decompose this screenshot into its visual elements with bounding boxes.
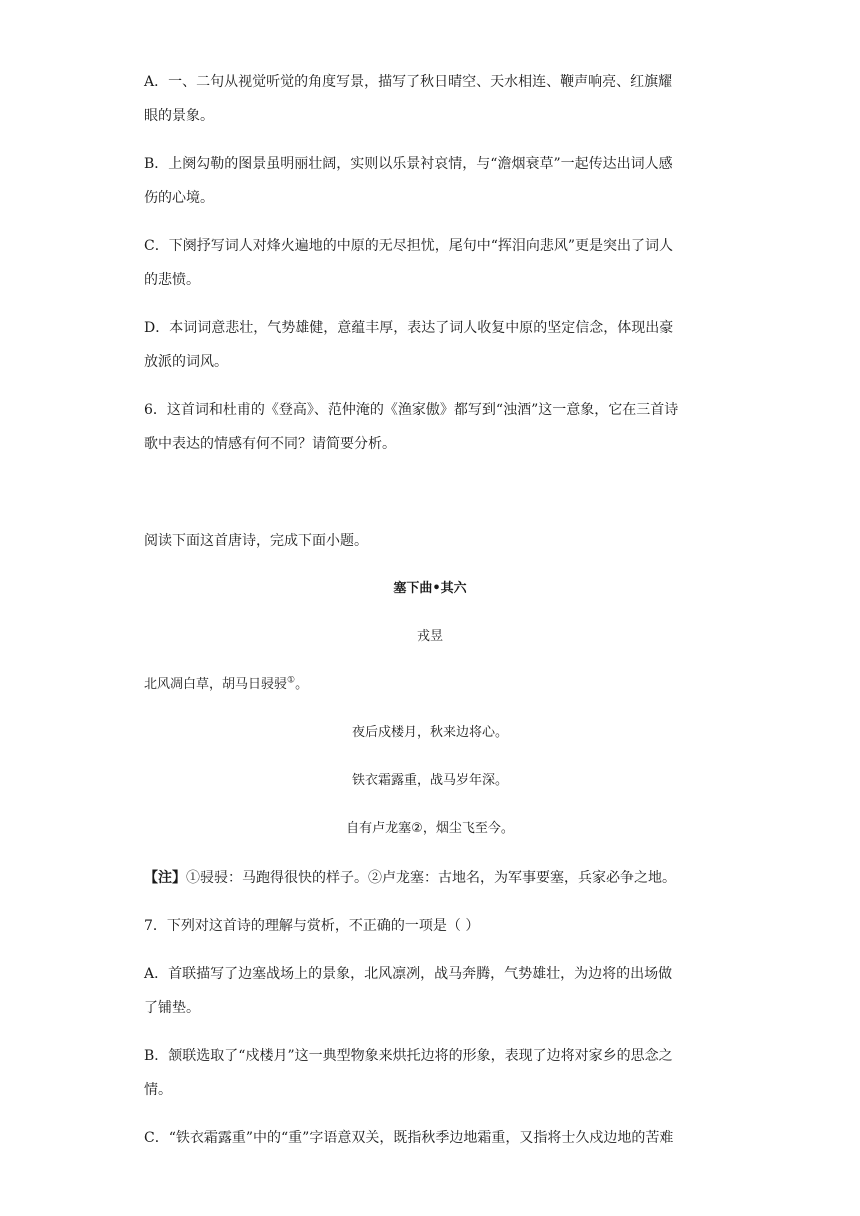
poem-title: 塞下曲•其六 — [393, 581, 467, 596]
poem-line-3: 铁衣霜露重，战马岁年深。 — [351, 773, 508, 788]
q5-option-a-line1: A．一、二句从视觉听觉的角度写景，描写了秋日晴空、天水相连、鞭声响亮、红旗耀 — [144, 74, 673, 90]
q7-option-a-line2: 了铺垫。 — [144, 1000, 200, 1016]
q7-option-a-line1: A．首联描写了边塞战场上的景象，北风凛冽，战马奔腾，气势雄壮，为边将的出场做 — [144, 966, 673, 982]
question-6-line2: 歌中表达的情感有何不同？请简要分析。 — [144, 436, 396, 452]
footnote-label: 【注】 — [144, 870, 186, 886]
q7-option-b-line1: B．颔联选取了“戍楼月”这一典型物象来烘托边将的形象，表现了边将对家乡的思念之 — [144, 1048, 673, 1064]
poem-line-4: 自有卢龙塞②，烟尘飞至今。 — [346, 821, 514, 836]
question-6-line1: 6．这首词和杜甫的《登高》、范仲淹的《渔家傲》都写到“浊酒”这一意象，它在三首诗 — [144, 402, 679, 418]
q5-option-d-line2: 放派的词风。 — [144, 354, 228, 370]
q7-option-b-line2: 情。 — [144, 1082, 172, 1098]
footnote-text: ①骎骎：马跑得很快的样子。②卢龙塞：古地名，为军事要塞，兵家必争之地。 — [186, 870, 676, 886]
question-7-stem: 7．下列对这首诗的理解与赏析，不正确的一项是（ ） — [144, 918, 480, 934]
q5-option-b-line1: B．上阕勾勒的图景虽明丽壮阔，实则以乐景衬哀情，与“澹烟衰草”一起传达出词人感 — [144, 156, 673, 172]
q5-option-c-line2: 的悲愤。 — [144, 272, 200, 288]
q7-option-c-line1: C．“铁衣霜露重”中的“重”字语意双关，既指秋季边地霜重，又指将士久戍边地的苦难 — [144, 1130, 674, 1146]
poem-line-1-text: 北风凋白草，胡马日骎骎 — [144, 677, 288, 692]
poem-footnote — [144, 867, 676, 889]
poem-author: 戎昱 — [416, 629, 443, 644]
q5-option-c-line1: C．下阕抒写词人对烽火遍地的中原的无尽担忧，尾句中“挥泪向悲风”更是突出了词人 — [144, 238, 674, 254]
poem-line-1-end: 。 — [295, 677, 309, 692]
poem-note-marker-1: ① — [287, 675, 296, 686]
q5-option-d-line1: D．本词词意悲壮，气势雄健，意蕴丰厚，表达了词人收复中原的坚定信念，体现出豪 — [144, 320, 674, 336]
poem-line-1 — [144, 674, 308, 696]
q5-option-a-line2: 眼的景象。 — [144, 108, 214, 124]
q5-option-b-line2: 伤的心境。 — [144, 190, 214, 206]
poem-line-2: 夜后戍楼月，秋来边将心。 — [351, 725, 508, 740]
reading-intro: 阅读下面这首唐诗，完成下面小题。 — [144, 533, 368, 549]
